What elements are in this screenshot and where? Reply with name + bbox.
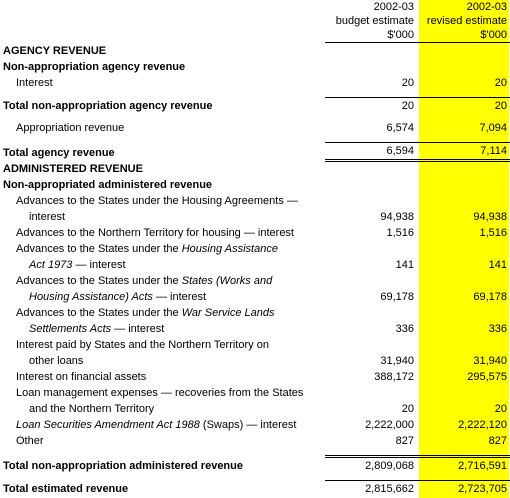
loan-management-label-line2: and the Northern Territory bbox=[29, 402, 155, 415]
other-loans-label-line1: Interest paid by States and the Northern Territory on bbox=[16, 338, 269, 351]
housing-assistance-1973-budget: 141 bbox=[395, 258, 414, 271]
states-works-housing-budget: 69,178 bbox=[380, 290, 414, 303]
loan-securities-swaps-label: Loan Securities Amendment Act 1988 (Swaps) — interest bbox=[16, 418, 297, 431]
agency-revenue-heading: AGENCY REVENUE bbox=[3, 45, 107, 57]
war-service-lands-label-line2: Settlements Acts — interest bbox=[29, 322, 165, 335]
interest-revised: 20 bbox=[494, 77, 507, 89]
war-service-lands-budget: 336 bbox=[395, 322, 414, 335]
total-non-appropriation-agency-revised: 20 bbox=[418, 98, 510, 115]
other-revenue-label: Other bbox=[16, 434, 44, 447]
header-revised-estimate: revised estimate bbox=[426, 15, 507, 27]
northern-territory-housing-revised: 1,516 bbox=[479, 226, 507, 239]
financial-assets-interest-budget: 388,172 bbox=[374, 370, 414, 383]
total-non-appropriation-agency-budget: 20 bbox=[325, 98, 418, 115]
non-appropriated-administered-heading: Non-appropriated administered revenue bbox=[3, 178, 213, 191]
housing-agreements-revised: 94,938 bbox=[473, 210, 507, 223]
total-estimated-revenue-label: Total estimated revenue bbox=[3, 482, 129, 495]
header-unit-b: $'000 bbox=[418, 28, 510, 43]
states-works-housing-label-line1: Advances to the States under the States (Works and bbox=[16, 274, 273, 287]
loan-securities-swaps-budget: 2,222,000 bbox=[365, 418, 414, 431]
northern-territory-housing-budget: 1,516 bbox=[386, 226, 414, 239]
loan-management-budget: 20 bbox=[401, 402, 414, 415]
war-service-lands-revised: 336 bbox=[488, 322, 507, 335]
total-agency-revenue-label: Total agency revenue bbox=[3, 146, 115, 159]
total-non-appropriation-administered-budget: 2,809,068 bbox=[325, 456, 418, 474]
loan-securities-swaps-revised: 2,222,120 bbox=[458, 418, 507, 431]
financial-assets-interest-revised: 295,575 bbox=[467, 370, 507, 383]
other-loans-budget: 31,940 bbox=[380, 354, 414, 367]
total-estimated-revenue-budget: 2,815,662 bbox=[325, 480, 418, 497]
header-unit-a: $'000 bbox=[325, 28, 418, 43]
housing-assistance-1973-revised: 141 bbox=[488, 258, 507, 271]
housing-agreements-label-line1: Advances to the States under the Housing Agreements — bbox=[16, 194, 298, 207]
housing-assistance-1973-label-line1: Advances to the States under the Housing Assistance bbox=[16, 242, 278, 255]
states-works-housing-label-line2: Housing Assistance) Acts — interest bbox=[29, 290, 207, 303]
interest-label: Interest bbox=[16, 77, 53, 89]
interest-budget: 20 bbox=[401, 77, 414, 89]
administered-revenue-heading: ADMINISTERED REVENUE bbox=[3, 162, 143, 175]
housing-assistance-1973-label-line2: Act 1973 — interest bbox=[29, 258, 126, 271]
total-non-appropriation-administered-revised: 2,716,591 bbox=[418, 456, 510, 474]
housing-agreements-budget: 94,938 bbox=[380, 210, 414, 223]
header-year-a: 2002-03 bbox=[373, 1, 414, 13]
non-appropriation-agency-heading: Non-appropriation agency revenue bbox=[3, 61, 186, 73]
northern-territory-housing-label: Advances to the Northern Territory for housing — interest bbox=[16, 226, 294, 239]
header-budget-estimate: budget estimate bbox=[335, 15, 414, 27]
appropriation-revenue-label: Appropriation revenue bbox=[16, 122, 125, 134]
states-works-housing-revised: 69,178 bbox=[473, 290, 507, 303]
total-non-appropriation-administered-label: Total non-appropriation administered revenue bbox=[3, 459, 243, 472]
financial-assets-interest-label: Interest on financial assets bbox=[16, 370, 147, 383]
loan-management-label-line1: Loan management expenses — recoveries from the States bbox=[16, 386, 304, 399]
housing-agreements-label-line2: interest bbox=[29, 210, 66, 223]
appropriation-revenue-budget: 6,574 bbox=[386, 122, 414, 134]
war-service-lands-label-line1: Advances to the States under the War Service Lands bbox=[16, 306, 275, 319]
appropriation-revenue-revised: 7,094 bbox=[479, 122, 507, 134]
other-revenue-budget: 827 bbox=[395, 434, 414, 447]
total-agency-revenue-budget: 6,594 bbox=[325, 143, 418, 161]
total-non-appropriation-agency-label: Total non-appropriation agency revenue bbox=[3, 100, 213, 112]
loan-management-revised: 20 bbox=[494, 402, 507, 415]
header-year-b: 2002-03 bbox=[466, 1, 507, 13]
total-agency-revenue-revised: 7,114 bbox=[418, 143, 510, 161]
other-loans-label-line2: other loans bbox=[29, 354, 84, 367]
other-revenue-revised: 827 bbox=[488, 434, 507, 447]
total-estimated-revenue-revised: 2,723,705 bbox=[418, 480, 510, 497]
other-loans-revised: 31,940 bbox=[473, 354, 507, 367]
